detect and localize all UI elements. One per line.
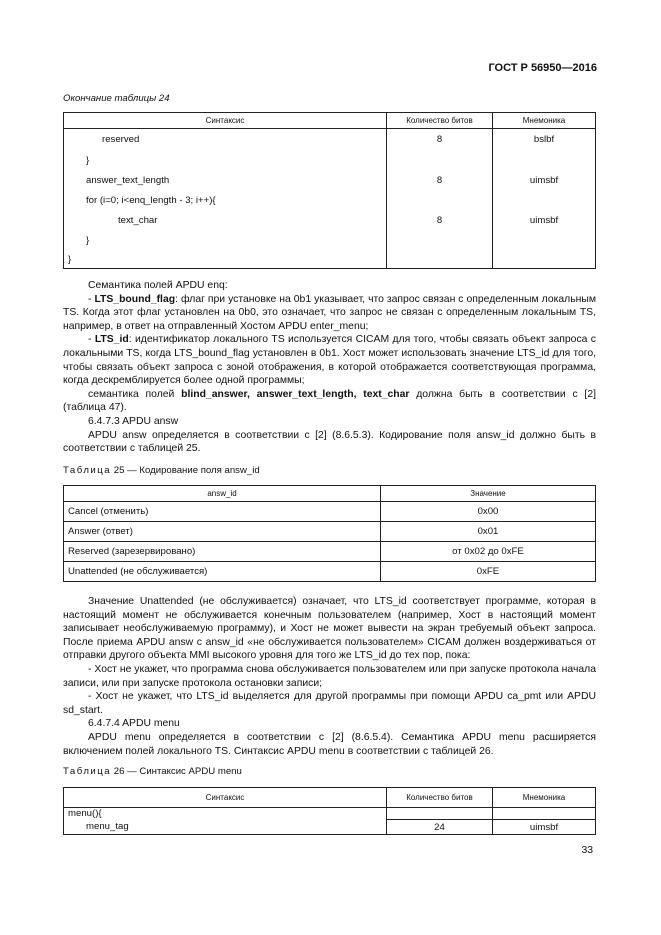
column-header: Количество битов [387, 788, 493, 808]
value-cell: от 0x02 до 0xFE [381, 542, 596, 562]
paragraph-text: должна быть в соответствии с [2] (таблица 47). [63, 388, 596, 414]
mnemonic-cell: uimsbf [493, 211, 596, 231]
mnemonic-cell: bslbf [493, 129, 596, 151]
column-header: Мнемоника [493, 788, 596, 808]
column-header: Мнемоника [493, 113, 596, 129]
id-cell: Unattended (не обслуживается) [64, 562, 381, 582]
value-cell: 0x00 [381, 502, 596, 522]
table-row [64, 562, 596, 582]
caption-text: 26 — Синтаксис APDU menu [113, 766, 242, 777]
paragraph: Значение Unattended (не обслуживается) означает, что LTS_id соответствует программе, которая в настоящий момент не обслуживается конечным пользователем (например, Хост в настоящий момент записывает необслуживаемую программу), и Хост не может вывести на экран требуемый объект запроса. После приема APDU answ с answ_id «не обслуживается пользователем» CICAM должен воздерживаться от отправки другого объекта MMI высокого уровня для того же LTS_id до тех пор, пока: [63, 596, 596, 662]
value-cell: 0xFE [381, 562, 596, 582]
paragraph: - Хост не укажет, что LTS_id выделяется для другой программы при помощи APDU ca_pmt или APDU sd_start. [63, 691, 596, 716]
id-cell: Reserved (зарезервировано) [64, 542, 381, 562]
section-heading: 6.4.7.3 APDU answ [88, 415, 179, 427]
syntax-cell: menu_tag [64, 820, 387, 835]
syntax-cell: menu(){ [64, 808, 387, 820]
column-header: answ_id [64, 486, 381, 502]
table-26 [63, 787, 596, 835]
column-header: Синтаксис [64, 113, 387, 129]
column-header: Синтаксис [64, 788, 387, 808]
paragraph [63, 388, 596, 415]
syntax-cell: } [64, 231, 387, 251]
mnemonic-cell: uimsbf [493, 171, 596, 191]
syntax-cell: answer_text_length [64, 171, 387, 191]
syntax-cell: } [64, 151, 387, 171]
paragraph-text: : идентификатор локального TS используется CICAM для того, чтобы связать объект запроса с локальными TS, когда LTS_bound_flag установлен в 0b1. Хост может использовать значение LTS_id для того, чтобы связать объект запроса с зоной отображения, в которой отображается соответствующая программа, когда дескремблируется более одной программы; [63, 334, 596, 387]
table-row [64, 522, 596, 542]
column-header: Количество битов [387, 113, 493, 129]
page-number: 33 [581, 845, 593, 856]
table-row [64, 542, 596, 562]
term: LTS_bound_flag [94, 293, 176, 305]
table-row [64, 820, 596, 835]
paragraph: - LTS_bound_flag: флаг при установке на 0b1 указывает, что запрос связан с определенным локальным TS. Когда этот флаг установлен на 0b0, это означает, что запрос не связан с определенным локальным TS, например, в ответ на отправленный Хостом APDU enter_menu; [63, 293, 596, 332]
column-header: Значение [381, 486, 596, 502]
value-cell: 0x01 [381, 522, 596, 542]
paragraph: - Хост не укажет, что программа снова обслуживается пользователем или при запуске протокола начала записи, или при запуске протокола остановки записи; [63, 663, 596, 689]
paragraph-text: семантика полей [88, 388, 182, 400]
id-cell: Answer (ответ) [64, 522, 381, 542]
unattended-section [63, 595, 596, 758]
syntax-cell: } [64, 251, 387, 269]
caption-label: Таблица [63, 766, 112, 777]
caption-label: Таблица [63, 465, 112, 476]
paragraph: - LTS_id: идентификатор локального TS используется CICAM для того, чтобы связать объект запроса с локальными TS, когда LTS_bound_flag установлен в 0b1. Хост может использовать значение LTS_id для того, чтобы связать объект запроса с зоной отображения, в которой отображается соответствующая программа, когда дескремблируется более одной программы; [63, 334, 596, 387]
paragraph: Семантика полей APDU enq: [88, 280, 228, 291]
bits-cell: 24 [387, 820, 493, 835]
paragraph: APDU menu определяется в соответствии с [2] (8.6.5.4). Семантика APDU menu расширяется включением полей локального TS. Синтаксис APDU menu в соответствии с таблицей 26. [63, 731, 596, 757]
table26-caption [63, 766, 242, 777]
table25-caption [63, 465, 260, 476]
table-row [64, 502, 596, 522]
paragraph-text: : флаг при установке на 0b1 указывает, что запрос связан с определенным локальным TS. Когда этот флаг установлен на 0b0, это означает, что запрос не связан с определенным локальным TS, например, в ответ на отправленный Хостом APDU enter_menu; [63, 293, 596, 332]
bits-cell: 8 [387, 129, 493, 151]
syntax-cell: reserved [64, 129, 387, 151]
bits-cell: 8 [387, 211, 493, 231]
term: LTS_id [94, 334, 129, 346]
id-cell: Cancel (отменить) [64, 502, 381, 522]
caption-text: 25 — Кодирование поля answ_id [113, 465, 260, 476]
semantics-section [63, 279, 596, 456]
table-row [64, 808, 596, 820]
syntax-cell: text_char [64, 211, 387, 231]
section-heading: 6.4.7.4 APDU menu [88, 718, 180, 730]
bits-cell: 8 [387, 171, 493, 191]
table-24 [63, 112, 596, 269]
paragraph: APDU answ определяется в соответствии с [2] (8.6.5.3). Кодирование поля answ_id должно быть в соответствии с таблицей 25. [63, 429, 596, 455]
mnemonic-cell: uimsbf [493, 820, 596, 835]
table-25 [63, 485, 596, 582]
document-header: ГОСТ Р 56950—2016 [488, 62, 597, 74]
table24-caption: Окончание таблицы 24 [63, 93, 170, 104]
syntax-cell: for (i=0; i<enq_length - 3; i++){ [64, 191, 387, 211]
term: blind_answer, answer_text_length, text_char [181, 388, 410, 400]
